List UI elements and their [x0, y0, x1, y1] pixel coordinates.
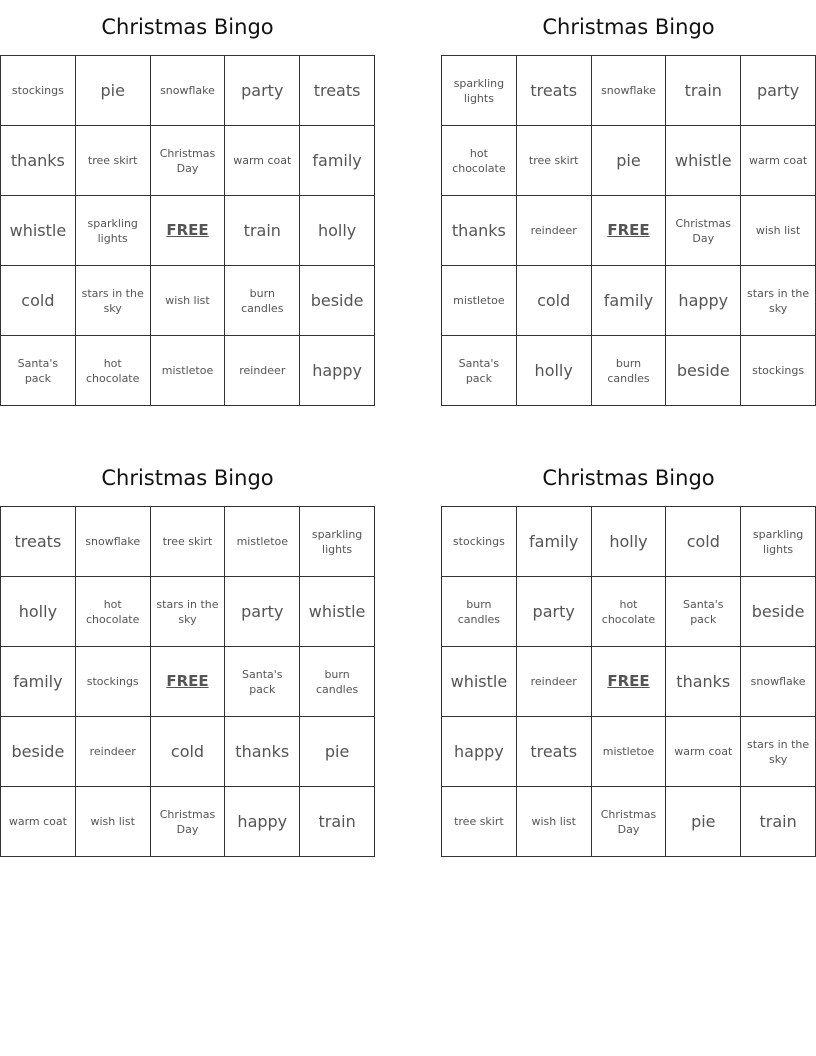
bingo-grid [441, 506, 816, 857]
bingo-cell: happy [225, 787, 300, 857]
free-space-cell: FREE [151, 196, 226, 266]
bingo-cell: train [225, 196, 300, 266]
bingo-cell: wish list [151, 266, 226, 336]
bingo-cell: hot chocolate [76, 577, 151, 647]
bingo-cell: thanks [1, 126, 76, 196]
bingo-cell: cold [517, 266, 592, 336]
bingo-card-2 [441, 0, 816, 406]
bingo-cell: wish list [517, 787, 592, 857]
bingo-cell: hot chocolate [592, 577, 667, 647]
bingo-cell: party [225, 577, 300, 647]
bingo-cell: whistle [300, 577, 375, 647]
bingo-cell: family [300, 126, 375, 196]
bingo-cell: cold [151, 717, 226, 787]
bingo-cell: family [517, 507, 592, 577]
bingo-cell: sparkling lights [741, 507, 816, 577]
bingo-cell: thanks [666, 647, 741, 717]
bingo-cell: holly [592, 507, 667, 577]
bingo-cell: cold [1, 266, 76, 336]
bingo-cell: pie [76, 56, 151, 126]
card-title: Christmas Bingo [101, 466, 274, 490]
bingo-card-1 [0, 0, 375, 406]
bingo-cell: snowflake [741, 647, 816, 717]
card-title: Christmas Bingo [542, 466, 715, 490]
bingo-cell: mistletoe [151, 336, 226, 406]
bingo-cell: happy [442, 717, 517, 787]
bingo-cell: reindeer [225, 336, 300, 406]
bingo-cell: tree skirt [517, 126, 592, 196]
bingo-cell: pie [666, 787, 741, 857]
bingo-cell: mistletoe [225, 507, 300, 577]
bingo-cell: train [666, 56, 741, 126]
bingo-cell: warm coat [666, 717, 741, 787]
bingo-cell: Christmas Day [666, 196, 741, 266]
bingo-cell: happy [300, 336, 375, 406]
bingo-cell: Christmas Day [151, 787, 226, 857]
free-space-cell: FREE [151, 647, 226, 717]
bingo-grid [0, 55, 375, 406]
bingo-cell: mistletoe [442, 266, 517, 336]
bingo-cell: snowflake [76, 507, 151, 577]
bingo-cell: pie [300, 717, 375, 787]
bingo-cell: stockings [1, 56, 76, 126]
bingo-cell: sparkling lights [76, 196, 151, 266]
bingo-cell: thanks [442, 196, 517, 266]
bingo-cell: stockings [442, 507, 517, 577]
bingo-cell: stars in the sky [76, 266, 151, 336]
bingo-cell: Christmas Day [151, 126, 226, 196]
bingo-cell: reindeer [517, 196, 592, 266]
bingo-cell: whistle [1, 196, 76, 266]
bingo-cell: burn candles [442, 577, 517, 647]
bingo-cell: stockings [76, 647, 151, 717]
bingo-cell: whistle [666, 126, 741, 196]
bingo-cell: party [741, 56, 816, 126]
bingo-grid [441, 55, 816, 406]
bingo-cell: happy [666, 266, 741, 336]
bingo-cell: stars in the sky [151, 577, 226, 647]
free-space-cell: FREE [592, 647, 667, 717]
bingo-cell: snowflake [592, 56, 667, 126]
bingo-cell: holly [300, 196, 375, 266]
bingo-cell: treats [1, 507, 76, 577]
bingo-cell: train [300, 787, 375, 857]
bingo-card-3 [0, 451, 375, 857]
bingo-cell: warm coat [741, 126, 816, 196]
bingo-cell: wish list [76, 787, 151, 857]
bingo-cell: hot chocolate [76, 336, 151, 406]
bingo-cell: burn candles [592, 336, 667, 406]
bingo-cell: Santa's pack [442, 336, 517, 406]
free-space-cell: FREE [592, 196, 667, 266]
bingo-cell: warm coat [1, 787, 76, 857]
bingo-cell: sparkling lights [442, 56, 517, 126]
bingo-cell: Santa's pack [225, 647, 300, 717]
bingo-cell: party [517, 577, 592, 647]
bingo-cell: reindeer [76, 717, 151, 787]
bingo-cell: thanks [225, 717, 300, 787]
bingo-cell: stars in the sky [741, 717, 816, 787]
bingo-cell: whistle [442, 647, 517, 717]
bingo-cell: treats [517, 717, 592, 787]
bingo-cell: stockings [741, 336, 816, 406]
bingo-cell: beside [741, 577, 816, 647]
bingo-cell: family [1, 647, 76, 717]
bingo-cell: tree skirt [442, 787, 517, 857]
bingo-cell: beside [300, 266, 375, 336]
bingo-cell: warm coat [225, 126, 300, 196]
bingo-cell: sparkling lights [300, 507, 375, 577]
bingo-cell: treats [300, 56, 375, 126]
bingo-cell: holly [517, 336, 592, 406]
bingo-cell: train [741, 787, 816, 857]
bingo-cell: wish list [741, 196, 816, 266]
bingo-cell: Santa's pack [1, 336, 76, 406]
bingo-cell: burn candles [300, 647, 375, 717]
bingo-cell: beside [1, 717, 76, 787]
bingo-cell: beside [666, 336, 741, 406]
bingo-cell: family [592, 266, 667, 336]
bingo-cell: mistletoe [592, 717, 667, 787]
card-title: Christmas Bingo [542, 15, 715, 39]
bingo-cell: reindeer [517, 647, 592, 717]
bingo-cell: pie [592, 126, 667, 196]
bingo-card-4 [441, 451, 816, 857]
bingo-grid [0, 506, 375, 857]
bingo-cell: tree skirt [151, 507, 226, 577]
bingo-cell: treats [517, 56, 592, 126]
bingo-cell: Santa's pack [666, 577, 741, 647]
bingo-cell: cold [666, 507, 741, 577]
bingo-cell: burn candles [225, 266, 300, 336]
bingo-cell: party [225, 56, 300, 126]
bingo-cell: snowflake [151, 56, 226, 126]
bingo-cell: holly [1, 577, 76, 647]
bingo-cell: stars in the sky [741, 266, 816, 336]
bingo-cell: tree skirt [76, 126, 151, 196]
card-title: Christmas Bingo [101, 15, 274, 39]
bingo-cell: Christmas Day [592, 787, 667, 857]
bingo-cell: hot chocolate [442, 126, 517, 196]
